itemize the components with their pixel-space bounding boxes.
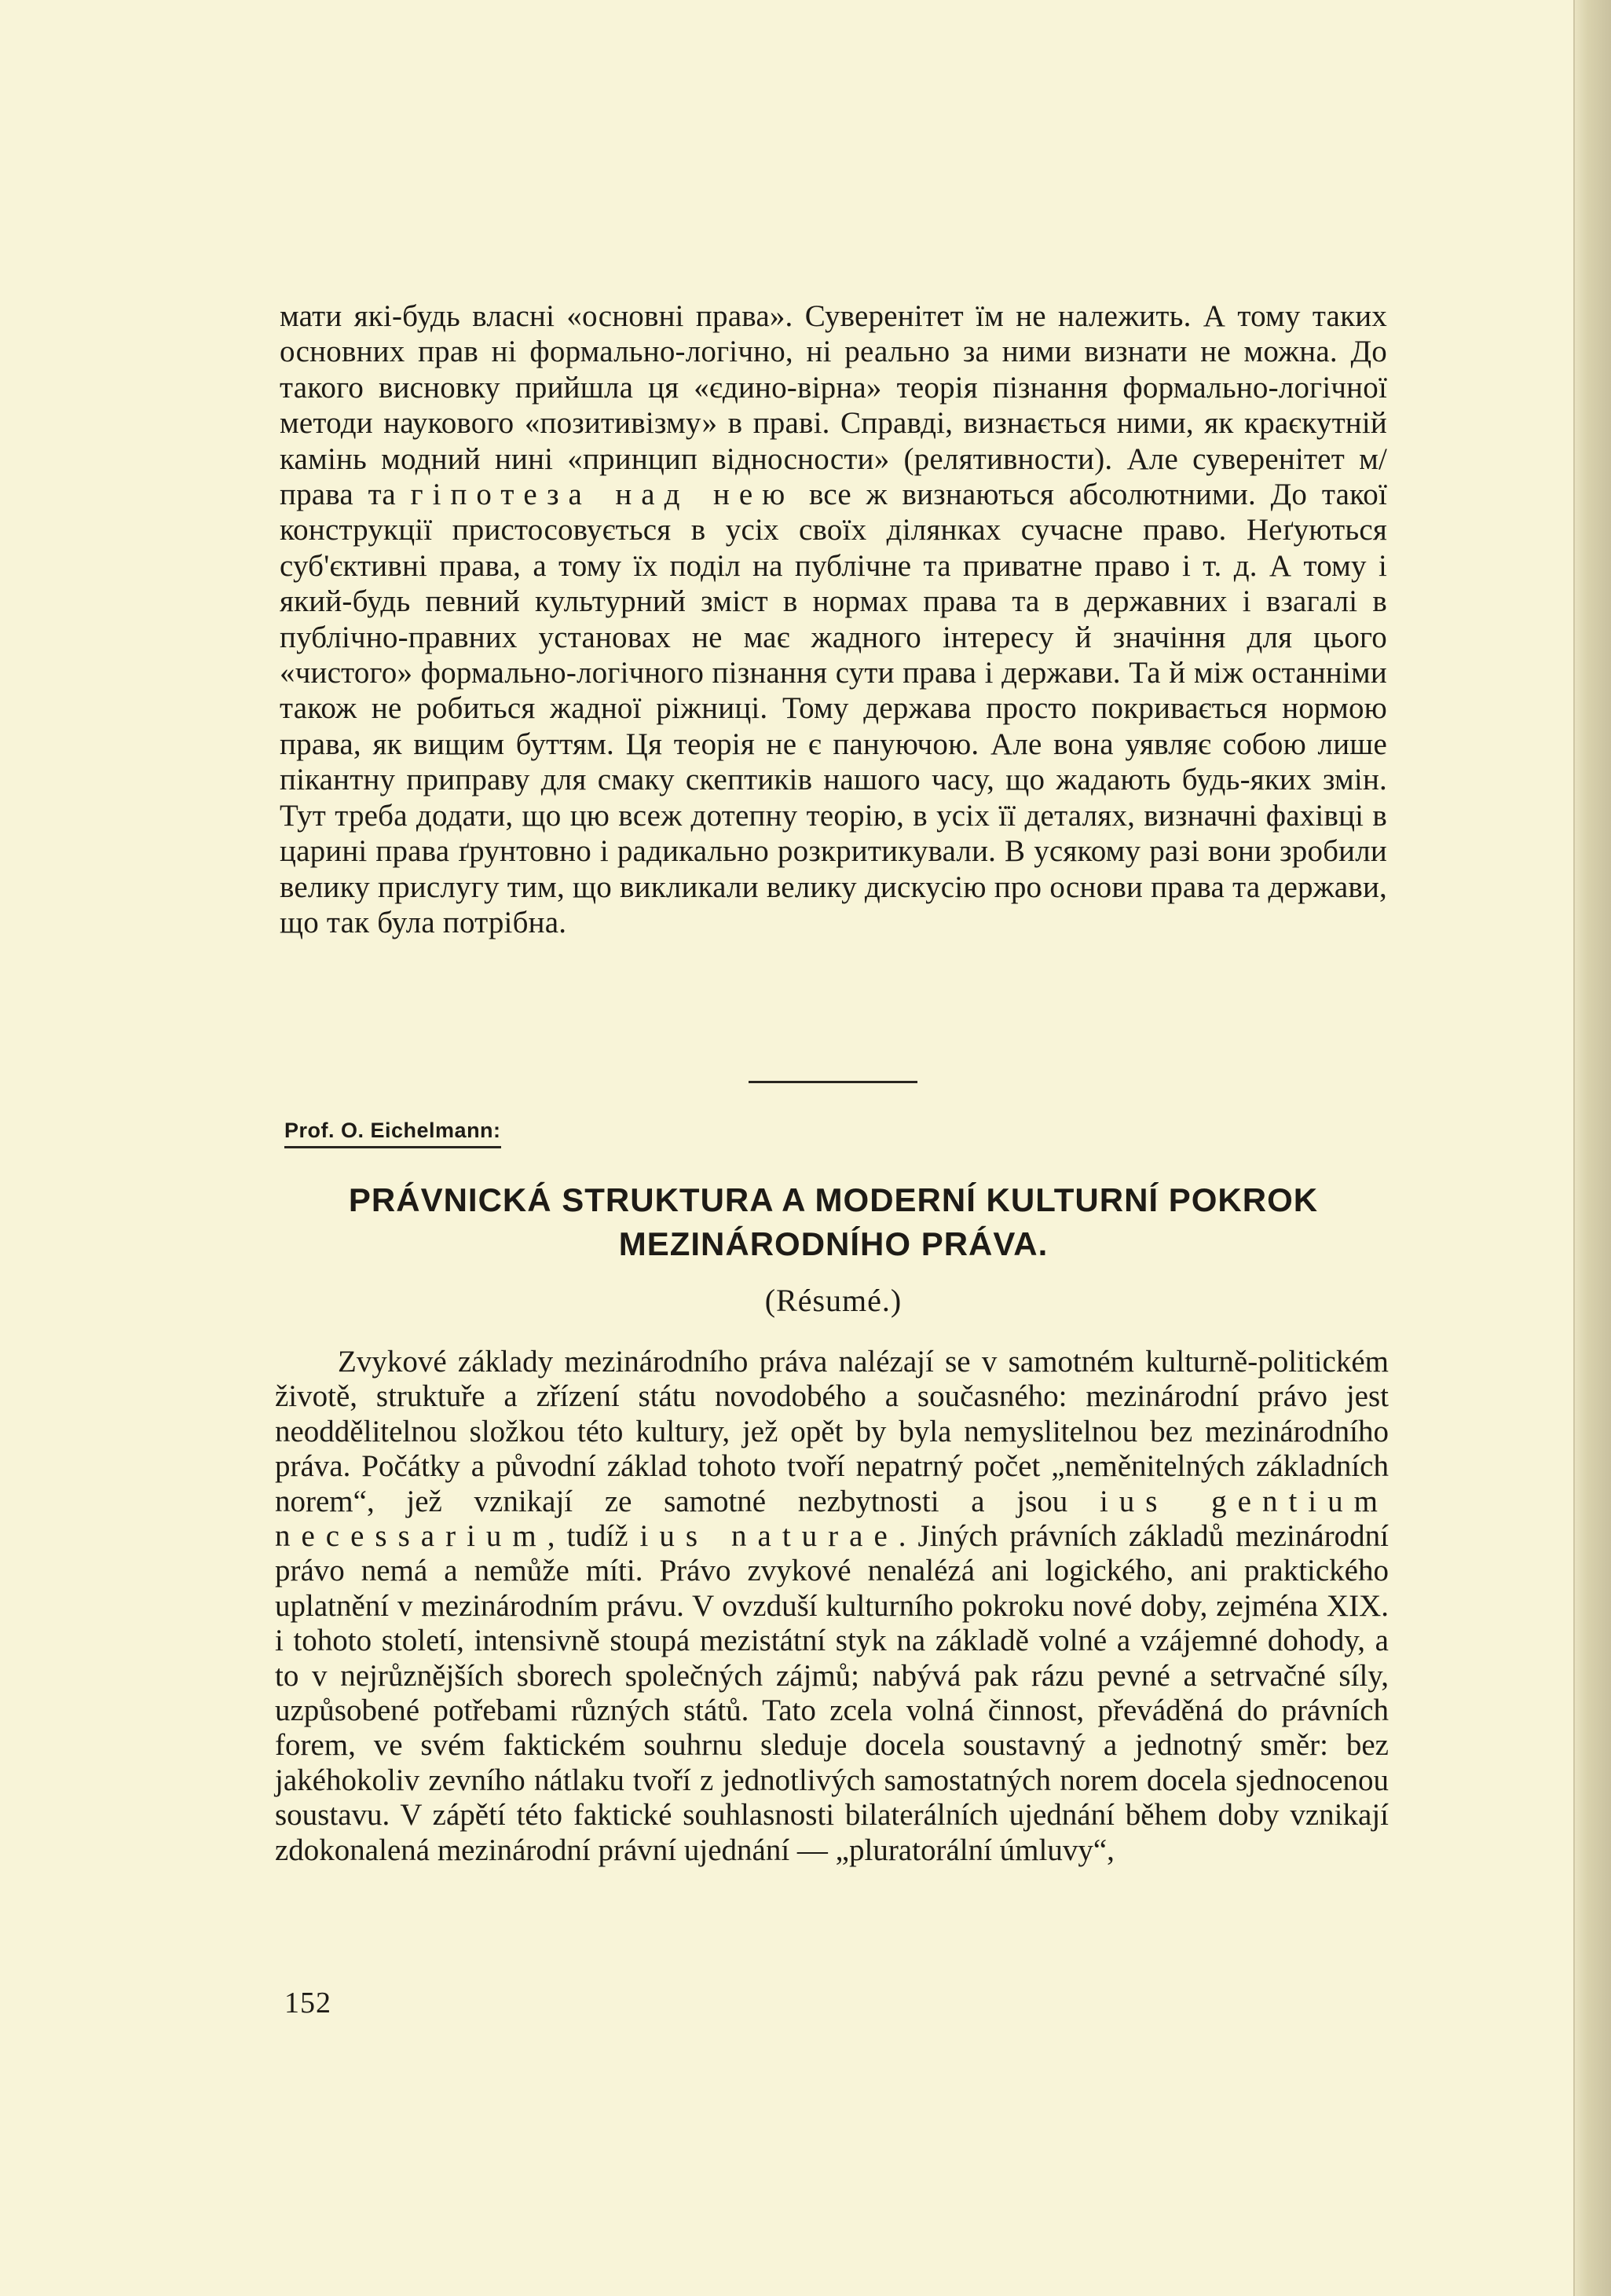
page-number: 152: [284, 1987, 331, 2020]
section-divider: [749, 1081, 917, 1083]
ukrainian-spaced-phrase: гіпотеза над нею: [410, 478, 795, 512]
ukrainian-paragraph: [280, 298, 1387, 940]
article-author: Prof. O. Eichelmann:: [284, 1119, 501, 1148]
czech-spaced-term-2: ius naturae: [639, 1519, 899, 1554]
article-title-line1: PRÁVNICKÁ STRUKTURA A MODERNÍ KULTURNÍ POKROK: [348, 1181, 1319, 1218]
article-title-line2: MEZINÁRODNÍHO PRÁVA.: [618, 1225, 1049, 1262]
article-subtitle: (Résumé.): [764, 1283, 903, 1318]
czech-body-part1: Zvykové základy mezinárodního práva nalézají se v samotném kulturně-politickém životě, struktuře a zřízení státu novodobého a současného: mezinárodní právo jest neoddělitelnou složkou této kultury, jež opět by byla nemyslitelnou bez mezinárodního práva. Počátky a původní základ tohoto tvoří nepatrný počet „neměnitelných základních norem“, jež vznikají ze samotné nezbytnosti a jsou: [275, 1345, 1389, 1518]
ukrainian-paragraph-part2: все ж визнаються абсолютними. До такої конструкції пристосовується в усіх своїх ділянках сучасне право. Неґуються суб'єктивні права, а тому їх поділ на публічне та приватне право і т. д. А тому і який-будь певний культурний зміст в нормах права та в державних і взагалі в публічно-правних установах не має жадного інтересу й значіння для цього «чистого» формально-логічного пізнання сути права і держави. Та й між останніми також не робиться жадної ріжниці. Тому держава просто покривається нормою права, як вищим буттям. Ця теорія не є пануючою. Але вона уявляє собою лише пікантну приправу для смаку скептиків нашого часу, що жадають будь-яких змін. Тут треба додати, що цю всеж дотепну теорію, в усіх її деталях, визначні фахівці в царині права ґрунтовно і радикально розкритикували. В усякому разі вони зробили велику прислугу тим, що викликали велику дискусію про основи права та держави, що так була потрібна.: [280, 478, 1388, 939]
czech-resume-paragraph: [275, 1345, 1389, 1868]
ukrainian-paragraph-part1: мати які-будь власні «основні права». Суверенітет їм не належить. А тому таких основних прав ні формально-логічно, ні реально за ними визнати не можна. До такого висновку прийшла ця «єдино-вірна» теорія пізнання формально-логічної методи наукового «позитивізму» в праві. Справді, визнається ними, як краєкутній камінь модний нині «принцип відносности» (релятивности). Але суверенітет м/права та: [280, 299, 1387, 512]
czech-body-part3: . Jiných právních základů mezinárodní právo nemá a nemůže míti. Právo zvykové nenalézá ani logického, ani praktického uplatnění v mezinárodním právu. V ovzduší kulturního pokroku nové doby, zejména XIX. i tohoto století, intensivně stoupá mezistátní styk na základě volné a vzájemné dohody, a to v nejrůznějších sborech společných zájmů; nabývá pak rázu pevné a setrvačné síly, uzpůsobené potřebami různých států. Tato zcela volná činnost, převáděná do právních forem, ve svém faktickém souhrnu sleduje docela soustavný a jednotný směr: bez jakéhokoliv zevního nátlaku tvoří z jednotlivých samostatných norem docela sjednocenou soustavu. V zápětí této faktické souhlasnosti bilaterálních ujednání během doby vznikají zdokonalená mezinárodní právní ujednání — „pluratorální úmluvy“,: [275, 1519, 1389, 1867]
continuation-text-block: [280, 298, 1387, 940]
czech-body-part2: , tudíž: [547, 1519, 628, 1554]
article-title: [280, 1178, 1387, 1266]
book-spine: [1575, 0, 1611, 2296]
czech-spaced-term-1: ius gentium necessarium: [275, 1484, 1389, 1554]
